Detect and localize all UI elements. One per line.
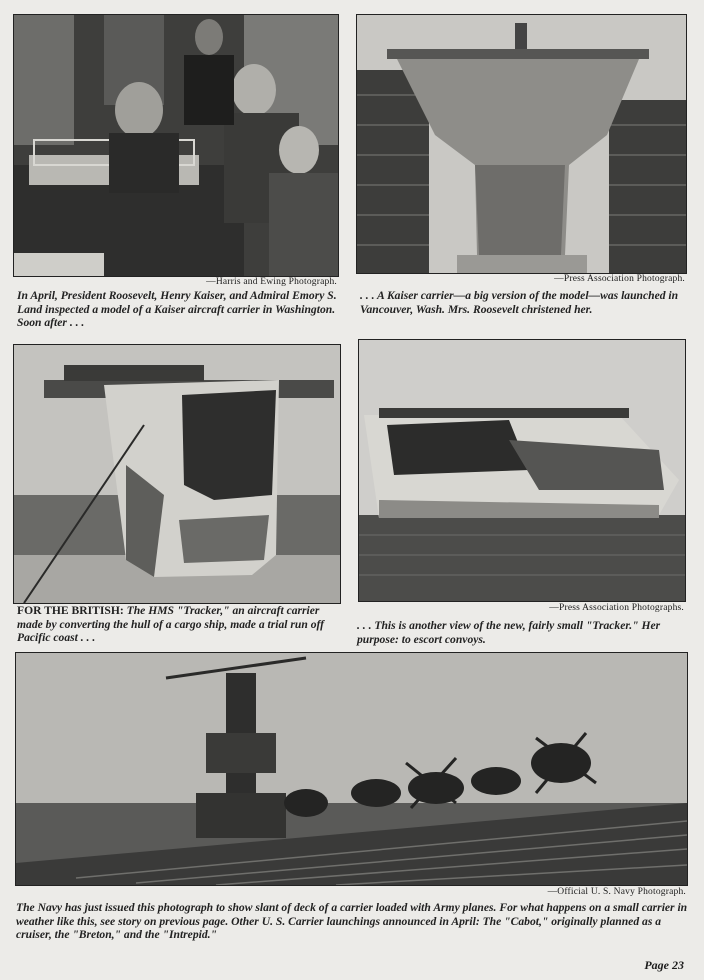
photo-caption: The Navy has just issued this photograph to show slant of deck of a carrier loaded with Army planes. For what happens on a small carrier in weather like this, see story on previous page. Other U. S. Carrier launchings announced in April: The "Cabot," originally planned as a cruiser, the "Breton," and the "Intrepid." — [16, 901, 688, 942]
photo-hms-tracker-side — [358, 339, 686, 602]
caption-text: The HMS "Tracker," an aircraft carrier made by converting the hull of a cargo ship, made a trial run off Pacific coast . . . — [17, 604, 325, 645]
photo-caption: . . . A Kaiser carrier—a big version of the model—was launched in Vancouver, Wash. Mrs. Roosevelt christened her. — [360, 289, 679, 316]
photo-carrier-deck-slant — [15, 652, 688, 886]
photo-roosevelt-model — [13, 14, 339, 277]
photo-credit: —Harris and Ewing Photograph. — [206, 277, 337, 287]
caption-lead: FOR THE BRITISH: — [17, 604, 124, 617]
photo-caption: . . . This is another view of the new, fairly small "Tracker." Her purpose: to escort convoys. — [357, 619, 661, 646]
page-number: Page 23 — [644, 958, 684, 972]
photo-caption: In April, President Roosevelt, Henry Kaiser, and Admiral Emory S. Land inspected a model of a Kaiser aircraft carrier in Washington. Soon after . . . — [17, 289, 337, 330]
photo-credit: —Official U. S. Navy Photograph. — [547, 887, 686, 897]
photo-credit: —Press Association Photographs. — [549, 603, 684, 613]
photo-credit: —Press Association Photograph. — [554, 274, 685, 284]
photo-hms-tracker-front — [13, 344, 341, 604]
photo-caption — [17, 604, 347, 645]
photo-kaiser-launch — [356, 14, 687, 274]
